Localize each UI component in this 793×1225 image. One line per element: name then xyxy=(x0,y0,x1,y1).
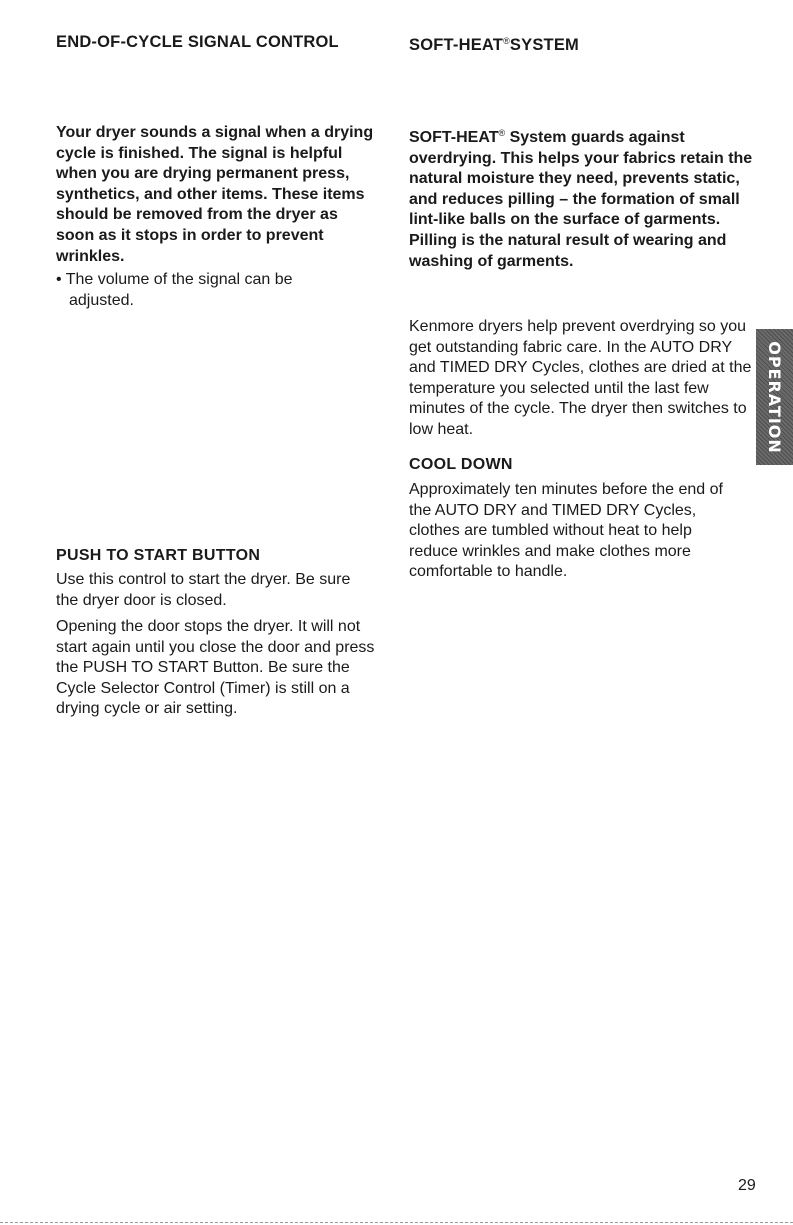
operation-tab-label: OPERATION xyxy=(765,340,785,454)
operation-side-tab xyxy=(756,329,793,465)
end-of-cycle-heading: END-OF-CYCLE SIGNAL CONTROL xyxy=(56,33,339,51)
page-number: 29 xyxy=(738,1177,756,1194)
cool-down-heading: COOL DOWN xyxy=(409,456,513,473)
push-to-start-paragraph-1: Use this control to start the dryer. Be sure the dryer door is closed. xyxy=(56,571,351,609)
cool-down-paragraph: Approximately ten minutes before the end of the AUTO DRY and TIMED DRY Cycles, clothes are tumbled without heat to help reduce wrinkles and make clothes more comfortable to handle. xyxy=(409,481,723,580)
soft-heat-paragraph: Kenmore dryers help prevent overdrying so you get outstanding fabric care. In the AUTO DRY and TIMED DRY Cycles, clothes are dried at the temperature you selected until the last few minutes of the cycle. The dryer then switches to low heat. xyxy=(409,318,752,438)
soft-heat-heading: SOFT-HEAT®SYSTEM xyxy=(409,36,579,54)
push-to-start-paragraph-2: Opening the door stops the dryer. It will not start again until you close the door and press the PUSH TO START Button. Be sure the Cycle Selector Control (Timer) is still on a drying cycle or air setting. xyxy=(56,618,375,717)
signal-volume-bullet: • The volume of the signal can be adjusted. xyxy=(56,271,293,309)
push-to-start-heading: PUSH TO START BUTTON xyxy=(56,547,261,564)
soft-heat-intro: SOFT-HEAT® System guards against overdrying. This helps your fabrics retain the natural moisture they need, prevents static, and reduces pilling – the formation of small lint-like balls on the surface of garments. Pilling is the natural result of wearing and washing of garments. xyxy=(409,128,753,270)
bottom-divider xyxy=(0,1222,793,1223)
end-of-cycle-intro: Your dryer sounds a signal when a drying cycle is finished. The signal is helpful when you are drying permanent press, synthetics, and other items. These items should be removed from the dryer as soon as it stops in order to prevent wrinkles. xyxy=(56,124,374,265)
